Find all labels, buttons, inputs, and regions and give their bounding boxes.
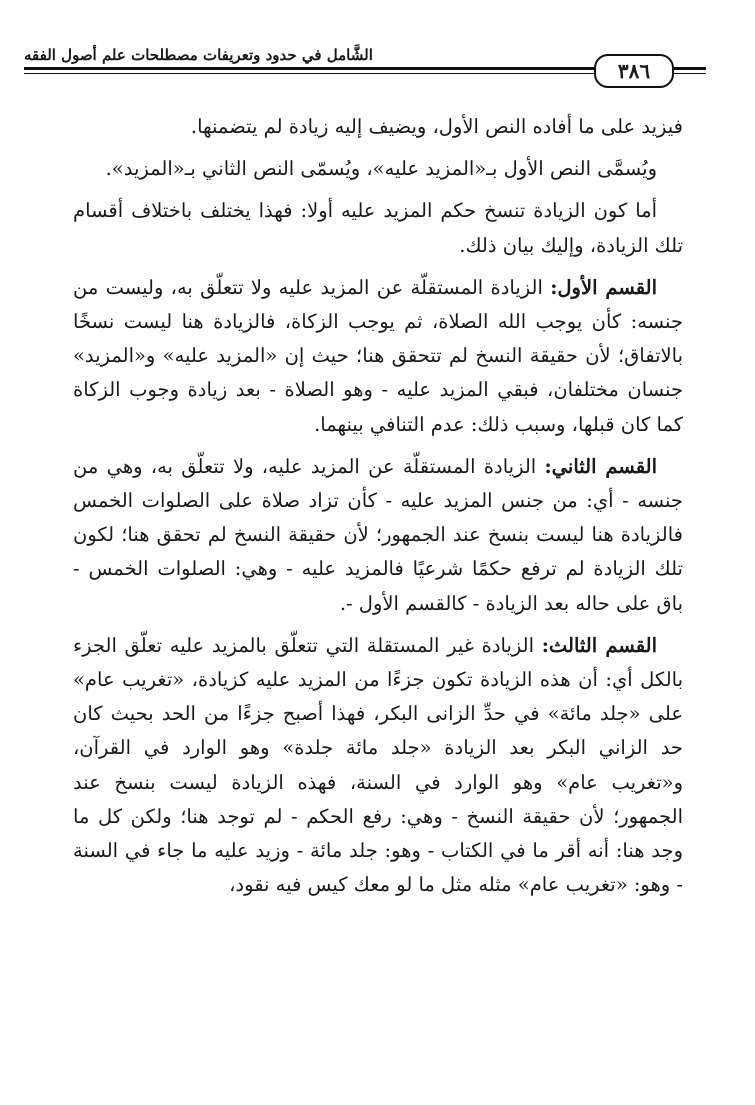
paragraph (73, 629, 683, 903)
paragraph (73, 194, 683, 262)
running-title: الشَّامل في حدود وتعريفات مصطلحات علم أصول الفقه (24, 46, 373, 64)
paragraph (73, 110, 683, 144)
paragraph-text: الزيادة المستقلّة عن المزيد عليه، ولا تتعلّق به، وهي من جنسه - أي: من جنس المزيد عليه - كأن تزاد صلاة على الصلوات الخمس فالزيادة هنا ليست بنسخ عند الجمهور؛ لأن حقيقة النسخ لم تحقق هنا؛ لكون تلك الزيادة لم ترفع حكمًا شرعيًا فالمزيد عليه - وهي: الصلوات الخمس - باق على حاله بعد الزيادة - كالقسم الأول -. (73, 454, 683, 615)
paragraph (73, 152, 683, 186)
section-heading: القسم الأول: (550, 275, 657, 299)
section-heading: القسم الثالث: (541, 633, 658, 657)
paragraph-text: الزيادة غير المستقلة التي تتعلّق بالمزيد عليه تعلّق الجزء بالكل أي: أن هذه الزيادة تكون جزءًا من المزيد عليه كزيادة، «تغريب عام» على «جلد مائة» في حدِّ الزانى البكر، فهذا أصبح جزءًا من الحد بحيث كان حد الزاني البكر بعد الزيادة «جلد مائة جلدة» وهو الوارد في القرآن، و«تغريب عام» وهو الوارد في السنة، فهذه الزيادة ليست بنسخ عند الجمهور؛ لأن حقيقة النسخ - وهي: رفع الحكم - لم توجد هنا؛ ولكن كل ما وجد هنا: أنه أقر ما في الكتاب - وهو: جلد مائة - وزيد عليه ما جاء في السنة - وهو: «تغريب عام» مثله مثل ما لو معك كيس فيه نقود، (73, 633, 683, 897)
paragraph (73, 271, 683, 442)
section-heading: القسم الثاني: (544, 454, 657, 478)
paragraph (73, 450, 683, 621)
paragraph-text: ويُسمَّى النص الأول بـ«المزيد عليه»، ويُسمّى النص الثاني بـ«المزيد». (105, 157, 657, 181)
paragraph-text: الزيادة المستقلّة عن المزيد عليه ولا تتعلّق به، وليست من جنسه: كأن يوجب الله الصلاة، ثم يوجب الزكاة، فالزيادة هنا ليست نسخًا بالاتفاق؛ لأن حقيقة النسخ لم تتحقق هنا؛ حيث إن «المزيد عليه» و«المزيد» جنسان مختلفان، فبقي المزيد عليه - وهو الصلاة - بعد زيادة وجوب الزكاة كما كان قبلها، وسبب ذلك: عدم التنافي بينهما. (73, 275, 683, 436)
page-body (73, 110, 683, 910)
paragraph-text: أما كون الزيادة تنسخ حكم المزيد عليه أولا: فهذا يختلف باختلاف أقسام تلك الزيادة، وإليك بيان ذلك. (73, 199, 683, 257)
paragraph-text: فيزيد على ما أفاده النص الأول، ويضيف إليه زيادة لم يتضمنها. (190, 115, 683, 138)
page-header (24, 42, 706, 90)
page-number: ٣٨٦ (594, 54, 674, 88)
